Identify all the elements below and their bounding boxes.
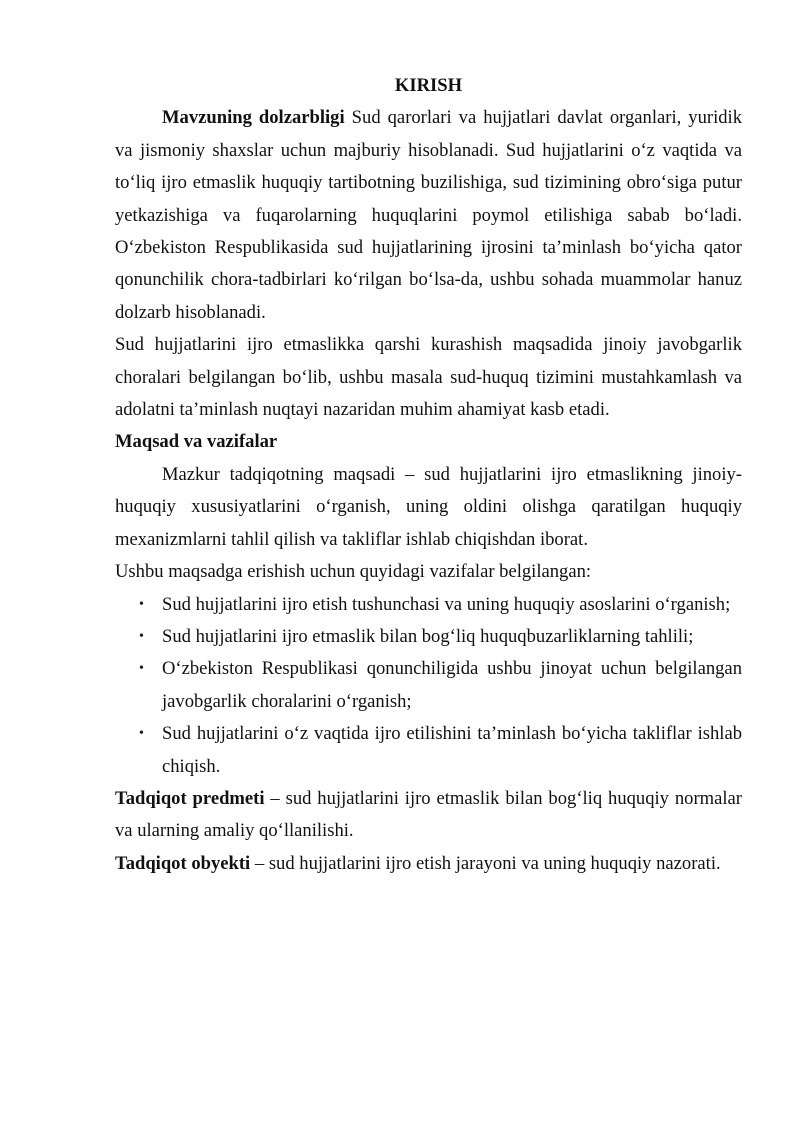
list-item	[115, 589, 742, 621]
page-title: KIRISH	[394, 75, 463, 96]
object-paragraph	[115, 848, 742, 880]
subject-paragraph	[115, 783, 742, 848]
relevance-heading: Mavzuning dolzarbligi	[162, 107, 345, 129]
tasks-list	[115, 589, 742, 783]
subject-heading: Tadqiqot predmeti	[115, 787, 265, 809]
relevance-text: Sud qarorlari va hujjatlari davlat organlari, yuridik va jismoniy shaxslar uchun majburiy hisoblanadi. Sud hujjatlarini o‘z vaqtida va to‘liq ijro etmaslik huquqiy tartibotning buzilishiga, sud tizimining obro‘siga putur yetkazishiga va fuqarolarning huquqlarini poymol etilishiga sabab bo‘ladi. O‘zbekiston Respublikasida sud hujjatlarining ijrosini ta’minlash bo‘yicha qator qonunchilik chora-tadbirlari ko‘rilgan bo‘lsa-da, ushbu sohada muammolar hanuz dolzarb hisoblanadi.	[115, 107, 742, 323]
list-item	[115, 653, 742, 718]
task-text: Sud hujjatlarini ijro etish tushunchasi va uning huquqiy asoslarini o‘rganish;	[162, 593, 731, 615]
subject-text: – sud hujjatlarini ijro etmaslik bilan bog‘liq huquqiy normalar va ularning amaliy qo‘llanilishi.	[115, 787, 742, 842]
document-page	[115, 70, 742, 880]
tasks-intro: Ushbu maqsadga erishish uchun quyidagi vazifalar belgilangan:	[115, 561, 592, 583]
relevance-paragraph-2: Sud hujjatlarini ijro etmaslikka qarshi kurashish maqsadida jinoiy javobgarlik choralari belgilangan bo‘lib, ushbu masala sud-huquq tizimini mustahkamlash va adolatni ta’minlash nuqtayi nazaridan muhim ahamiyat kasb etadi.	[115, 334, 742, 421]
task-text: Sud hujjatlarini ijro etmaslik bilan bog‘liq huquqbuzarliklarning tahlili;	[162, 625, 694, 647]
list-item	[115, 718, 742, 783]
list-item	[115, 621, 742, 653]
bullet-icon: •	[139, 661, 144, 677]
bullet-icon: •	[139, 628, 144, 644]
bullet-icon: •	[139, 596, 144, 612]
purpose-paragraph: Mazkur tadqiqotning maqsadi – sud hujjatlarini ijro etmaslikning jinoiy-huquqiy xususiyatlarini o‘rganish, uning oldini olishga qaratilgan huquqiy mexanizmlarni tahlil qilish va takliflar ishlab chiqishdan iborat.	[115, 463, 742, 550]
bullet-icon: •	[139, 726, 144, 742]
task-text: O‘zbekiston Respublikasi qonunchiligida ushbu jinoyat uchun belgilangan javobgarlik choralarini o‘rganish;	[162, 658, 742, 712]
object-heading: Tadqiqot obyekti	[115, 852, 251, 874]
relevance-paragraph	[115, 102, 742, 329]
object-text: – sud hujjatlarini ijro etish jarayoni va uning huquqiy nazorati.	[250, 852, 721, 874]
task-text: Sud hujjatlarini o‘z vaqtida ijro etilishini ta’minlash bo‘yicha takliflar ishlab chiqish.	[162, 723, 742, 777]
goals-heading: Maqsad va vazifalar	[115, 431, 278, 453]
